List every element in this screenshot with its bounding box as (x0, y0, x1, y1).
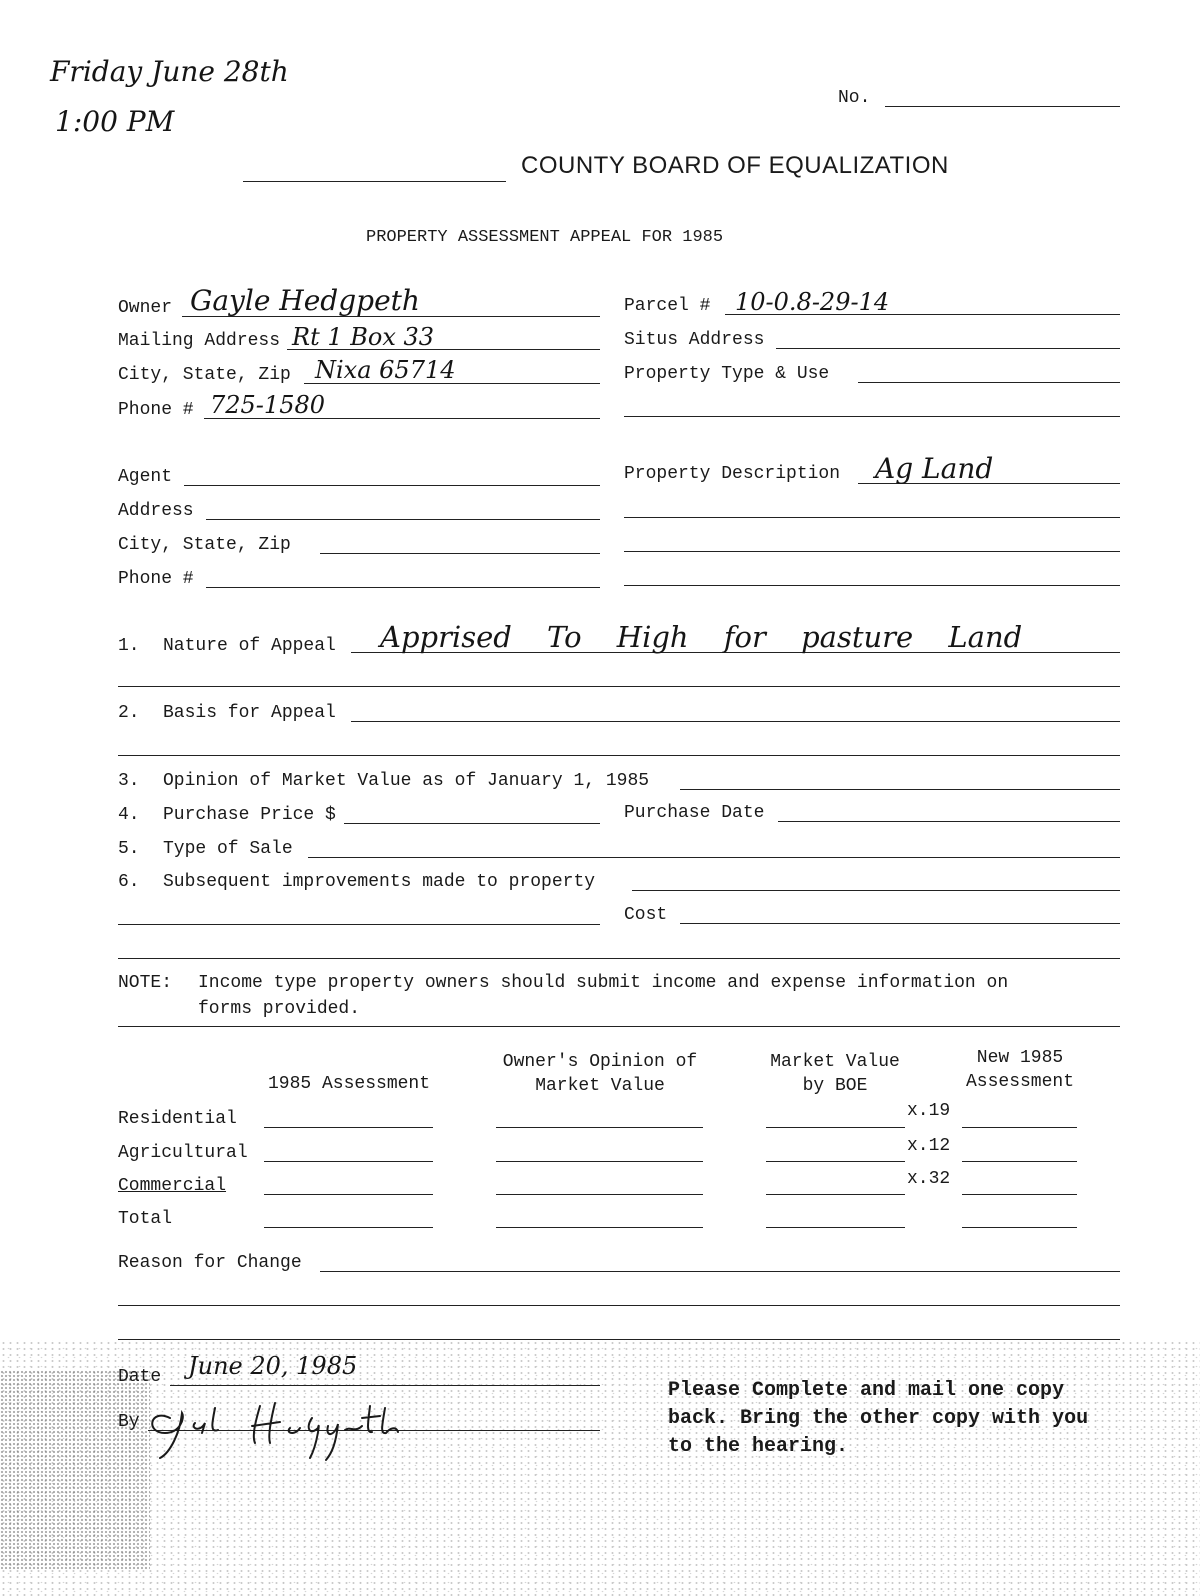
row-total-label: Total (118, 1209, 173, 1229)
agent-address-line[interactable] (206, 519, 600, 520)
item-6-number: 6. (118, 872, 140, 892)
agent-label: Agent (118, 467, 173, 487)
property-desc-line-2[interactable] (624, 517, 1120, 518)
col-owner-opinion: Owner's Opinion of Market Value (502, 1052, 698, 1096)
residential-1985-field[interactable] (264, 1127, 433, 1128)
mailing-value[interactable]: Rt 1 Box 33 (292, 323, 435, 351)
parcel-value[interactable]: 10-0.8-29-14 (735, 288, 890, 316)
opinion-label: Opinion of Market Value as of January 1, 1985 (163, 771, 650, 791)
signature (140, 1388, 420, 1468)
situs-label: Situs Address (624, 330, 765, 350)
property-type-line[interactable] (858, 382, 1120, 383)
cost-label: Cost (624, 905, 668, 925)
owner-label: Owner (118, 298, 173, 318)
county-name-line[interactable] (243, 181, 506, 182)
item-5-number: 5. (118, 839, 140, 859)
date-value[interactable]: June 20, 1985 (188, 1352, 358, 1380)
parcel-label: Parcel # (624, 296, 711, 316)
reason-label: Reason for Change (118, 1253, 302, 1273)
improvements-label: Subsequent improvements made to property (163, 872, 596, 892)
reason-line-3[interactable] (118, 1339, 1120, 1340)
form-title: COUNTY BOARD OF EQUALIZATION (521, 152, 949, 179)
date-line (170, 1385, 600, 1386)
commercial-opinion-field[interactable] (496, 1194, 703, 1195)
residential-new-field[interactable] (962, 1127, 1077, 1128)
purchase-price-label: Purchase Price $ (163, 805, 336, 825)
nature-value[interactable]: Apprised To High for pasture Land (380, 620, 1023, 654)
agent-city-label: City, State, Zip (118, 535, 291, 555)
row-commercial-label: Commercial (118, 1176, 227, 1196)
nature-line-2[interactable] (118, 686, 1120, 687)
agricultural-new-field[interactable] (962, 1161, 1077, 1162)
purchase-date-line[interactable] (778, 821, 1120, 822)
property-type-label: Property Type & Use (624, 364, 830, 384)
agricultural-1985-field[interactable] (264, 1161, 433, 1162)
owner-phone-label: Phone # (118, 400, 194, 420)
purchase-price-line[interactable] (344, 823, 600, 824)
property-type-line-2[interactable] (624, 416, 1120, 417)
form-subtitle: PROPERTY ASSESSMENT APPEAL FOR 1985 (366, 228, 724, 247)
property-desc-line-4[interactable] (624, 585, 1120, 586)
row-residential-label: Residential (118, 1109, 237, 1129)
agent-phone-line[interactable] (206, 587, 600, 588)
commercial-new-field[interactable] (962, 1194, 1077, 1195)
sale-type-line[interactable] (308, 857, 1120, 858)
col-new-assessment: New 1985 Assessment (965, 1048, 1075, 1092)
property-desc-line-3[interactable] (624, 551, 1120, 552)
reason-line[interactable] (320, 1271, 1120, 1272)
improvements-line-3[interactable] (118, 958, 1120, 959)
item-3-number: 3. (118, 771, 140, 791)
no-label: No. (838, 88, 871, 108)
total-boe-field[interactable] (766, 1227, 905, 1228)
agent-line[interactable] (184, 485, 600, 486)
agricultural-opinion-field[interactable] (496, 1161, 703, 1162)
nature-label: Nature of Appeal (163, 636, 336, 656)
owner-phone-value[interactable]: 725-1580 (210, 391, 325, 419)
no-line[interactable] (885, 106, 1120, 107)
total-new-field[interactable] (962, 1227, 1077, 1228)
agent-city-line[interactable] (320, 553, 600, 554)
item-1-number: 1. (118, 636, 140, 656)
cost-line[interactable] (680, 923, 1120, 924)
total-1985-field[interactable] (264, 1227, 433, 1228)
note-divider (118, 1026, 1120, 1027)
item-2-number: 2. (118, 703, 140, 723)
note-text: Income type property owners should submit income and expense information on forms provided. (198, 973, 1009, 1019)
residential-factor: x.19 (907, 1101, 951, 1121)
total-opinion-field[interactable] (496, 1227, 703, 1228)
agent-address-label: Address (118, 501, 194, 521)
purchase-date-label: Purchase Date (624, 803, 765, 823)
property-desc-label: Property Description (624, 464, 841, 484)
handwritten-day: Friday June 28th (50, 55, 289, 88)
note-label: NOTE: (118, 973, 173, 993)
mail-instructions: Please Complete and mail one copy back. Bring the other copy with you to the hearing. (668, 1379, 1089, 1458)
commercial-1985-field[interactable] (264, 1194, 433, 1195)
handwritten-time: 1:00 PM (55, 105, 175, 138)
mailing-label: Mailing Address (118, 331, 281, 351)
col-1985-assessment: 1985 Assessment (268, 1074, 431, 1094)
owner-value[interactable]: Gayle Hedgpeth (190, 284, 420, 317)
residential-boe-field[interactable] (766, 1127, 905, 1128)
date-label: Date (118, 1367, 162, 1387)
row-agricultural-label: Agricultural (118, 1143, 248, 1163)
owner-city-label: City, State, Zip (118, 365, 291, 385)
scan-noise-left (0, 1370, 150, 1570)
owner-city-value[interactable]: Nixa 65714 (315, 356, 456, 384)
improvements-line-2[interactable] (118, 924, 600, 925)
commercial-factor: x.32 (907, 1169, 951, 1189)
commercial-boe-field[interactable] (766, 1194, 905, 1195)
reason-line-2[interactable] (118, 1305, 1120, 1306)
opinion-line[interactable] (680, 789, 1120, 790)
by-label: By (118, 1412, 140, 1432)
agent-phone-label: Phone # (118, 569, 194, 589)
basis-line-2[interactable] (118, 755, 1120, 756)
sale-type-label: Type of Sale (163, 839, 293, 859)
property-desc-value[interactable]: Ag Land (875, 452, 994, 485)
item-4-number: 4. (118, 805, 140, 825)
agricultural-factor: x.12 (907, 1136, 951, 1156)
col-market-value-boe: Market Value by BOE (770, 1052, 900, 1096)
basis-line[interactable] (351, 721, 1120, 722)
agricultural-boe-field[interactable] (766, 1161, 905, 1162)
improvements-line[interactable] (632, 890, 1120, 891)
situs-line[interactable] (776, 348, 1120, 349)
residential-opinion-field[interactable] (496, 1127, 703, 1128)
basis-label: Basis for Appeal (163, 703, 336, 723)
